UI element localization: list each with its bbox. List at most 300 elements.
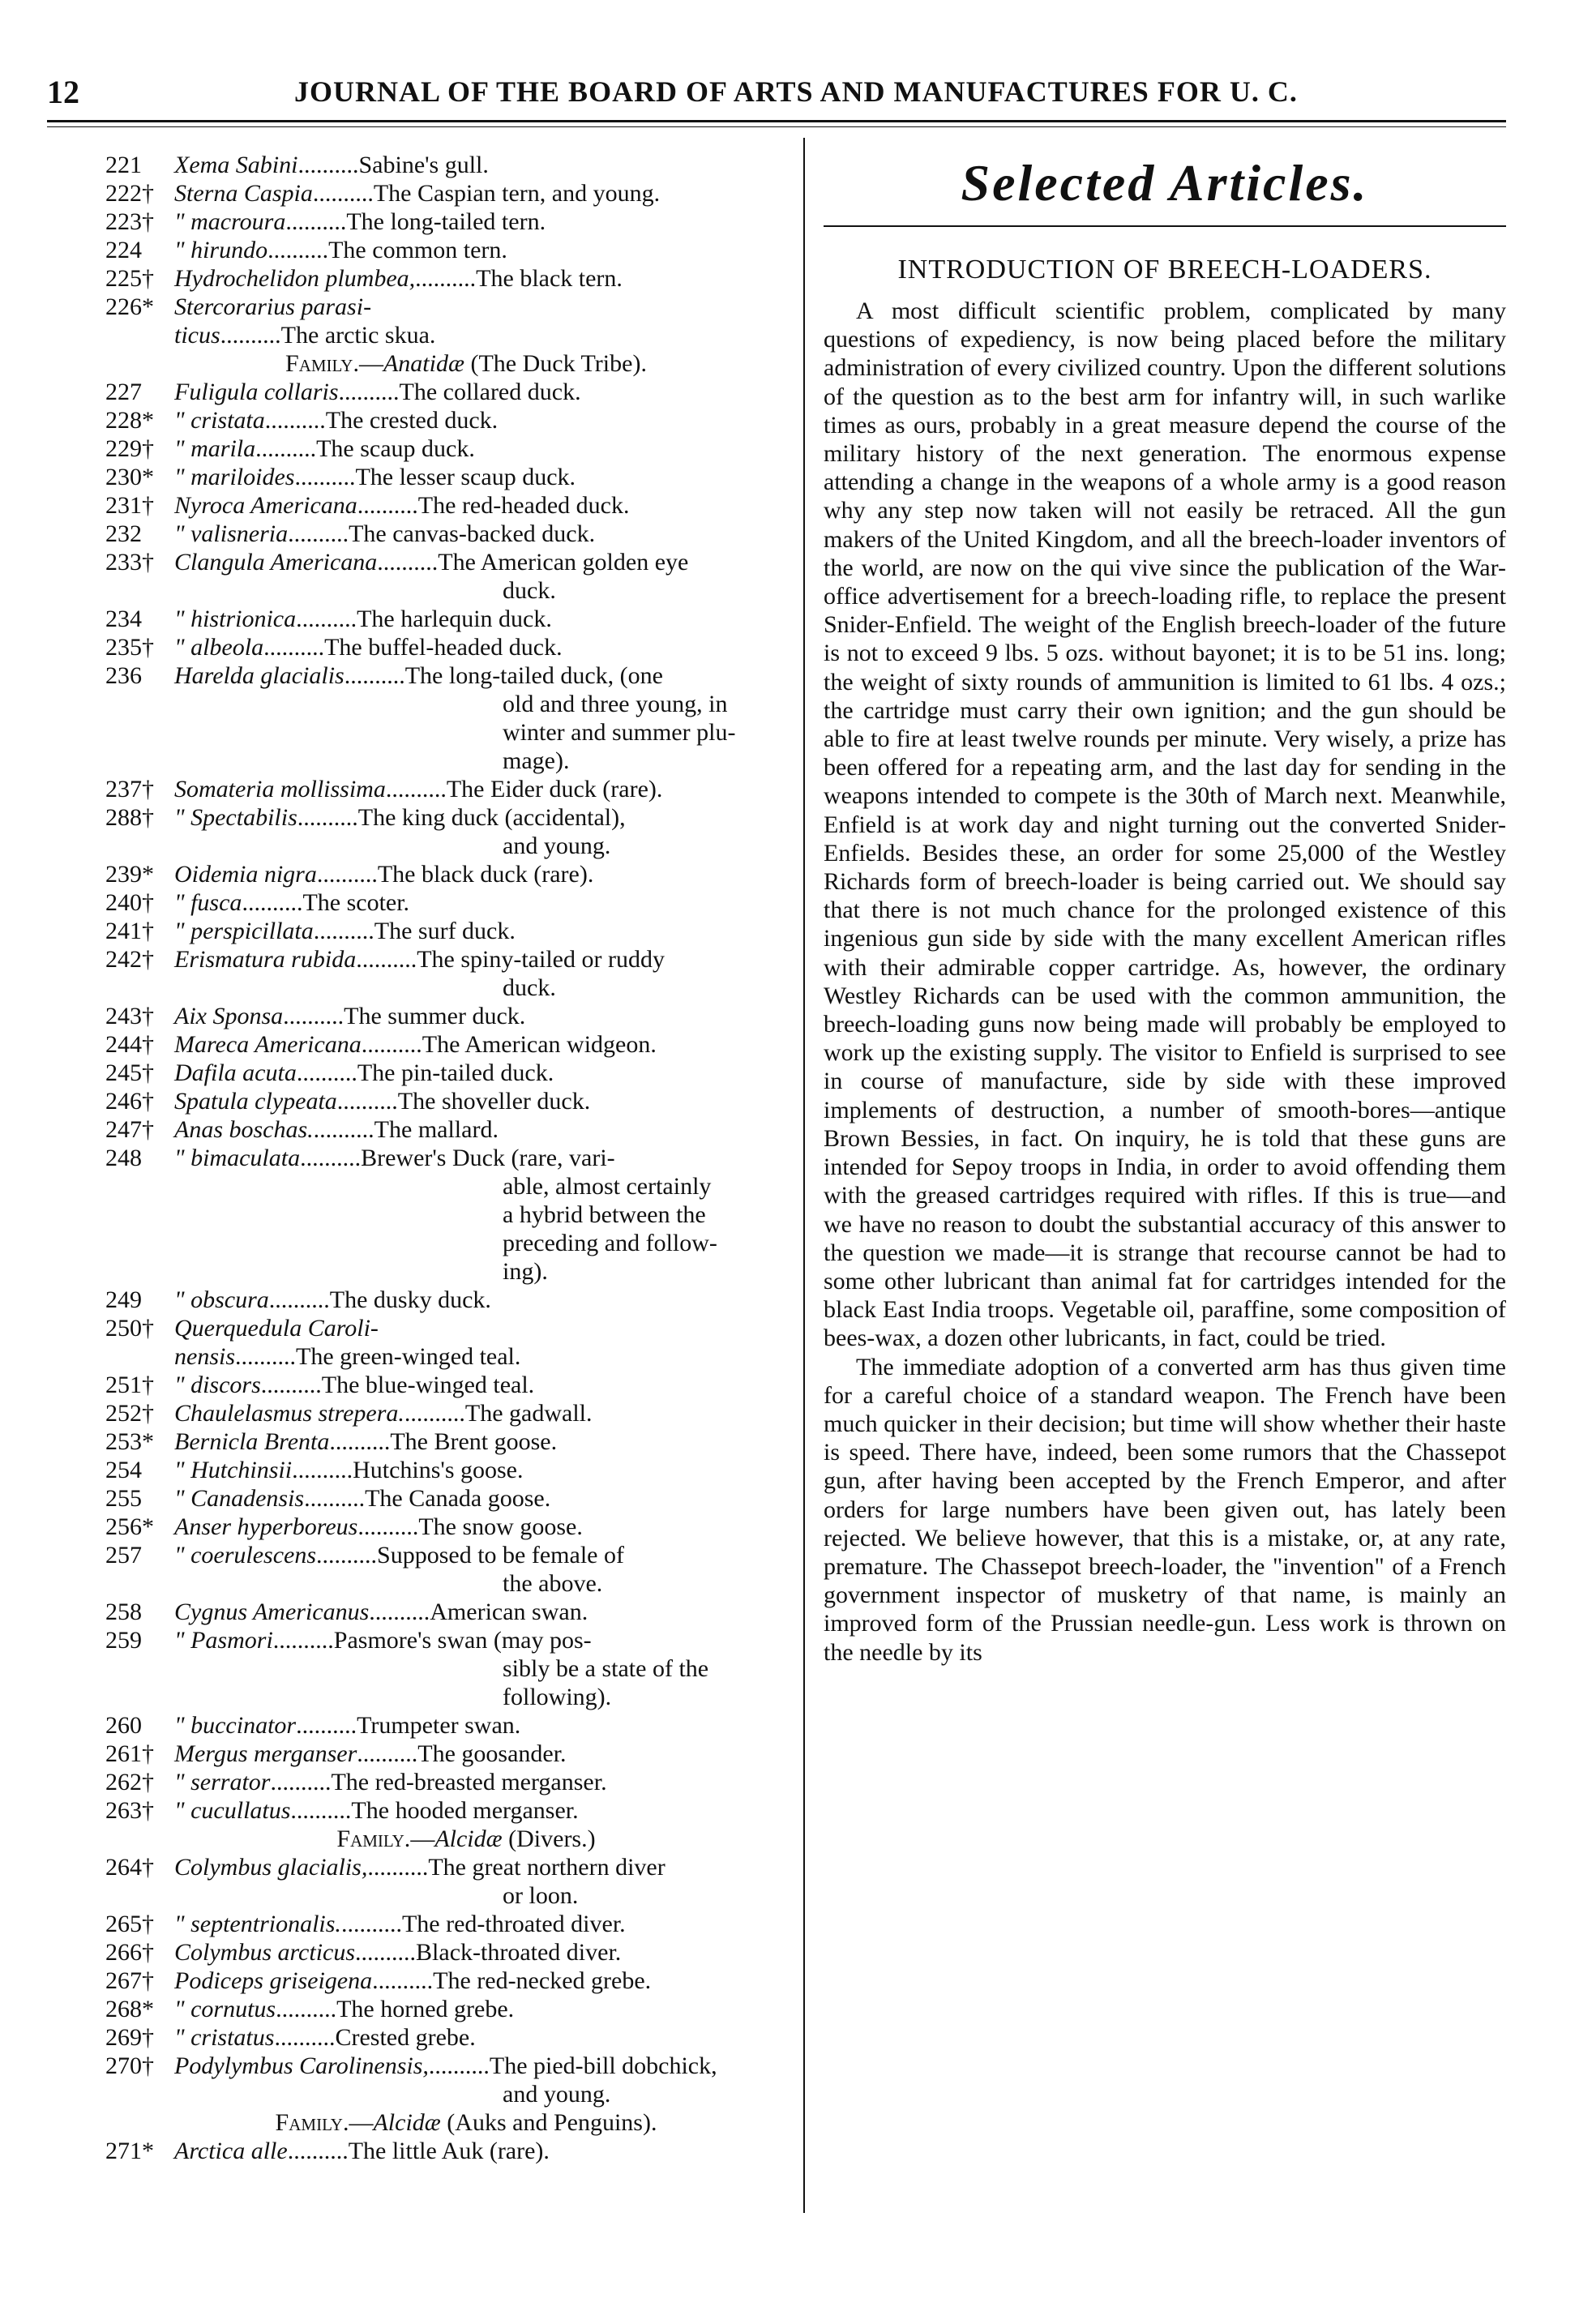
- leader-dots: ..........: [283, 1003, 345, 1029]
- scientific-name: " histrionica: [174, 606, 297, 632]
- leader-dots: ..........: [404, 1400, 465, 1427]
- scientific-name: Colymbus arcticus: [174, 1939, 356, 1966]
- common-name: The pied-bill dobchick,: [489, 2052, 717, 2079]
- entry-number: 266†: [105, 1939, 154, 1966]
- species-entry: [105, 860, 794, 888]
- scientific-name: " cristatus: [174, 2024, 275, 2051]
- species-entry: [105, 1598, 794, 1626]
- header-rule-thin: [47, 126, 1506, 127]
- leader-dots: ..........: [288, 520, 349, 547]
- common-name: The green-winged teal.: [296, 1343, 521, 1370]
- entry-number: 271*: [105, 2138, 154, 2164]
- species-entry: [105, 803, 794, 832]
- entry-continuation: sibly be a state of the: [503, 1655, 709, 1682]
- species-entry: [105, 1371, 794, 1399]
- entry-continuation: able, almost certainly: [503, 1173, 712, 1200]
- scientific-name: Podiceps griseigena: [174, 1967, 373, 1994]
- common-name: The black duck (rare).: [377, 861, 594, 888]
- leader-dots: ..........: [415, 265, 477, 292]
- species-entry: [105, 1910, 794, 1938]
- species-entry: [105, 1115, 794, 1144]
- entry-number: 257: [105, 1542, 142, 1569]
- leader-dots: ..........: [377, 549, 439, 576]
- family-heading: [105, 2108, 811, 2137]
- species-entry: [105, 151, 794, 179]
- scientific-name: " coerulescens: [174, 1542, 317, 1569]
- scientific-name: " Canadensis: [174, 1485, 305, 1512]
- leader-dots: ..........: [220, 322, 281, 349]
- leader-dots: ..........: [313, 1116, 374, 1143]
- family-dash: —: [410, 1825, 435, 1852]
- entry-number: 247†: [105, 1116, 154, 1143]
- species-entry: [105, 1144, 794, 1172]
- article-body: [824, 297, 1506, 1667]
- entry-number: 265†: [105, 1911, 154, 1937]
- common-name: The snow goose.: [418, 1513, 583, 1540]
- family-heading: [105, 349, 811, 378]
- common-name: Sabine's gull.: [358, 152, 489, 178]
- entry-number: 261†: [105, 1740, 154, 1767]
- scientific-name: Somateria mollissima: [174, 776, 386, 802]
- leader-dots: ..........: [242, 889, 303, 916]
- common-name: The Caspian tern, and young.: [373, 180, 661, 207]
- section-heading: Selected Articles.: [961, 154, 1369, 212]
- entry-number: 251†: [105, 1372, 154, 1398]
- common-name: The American widgeon.: [422, 1031, 657, 1058]
- article-title: INTRODUCTION OF BREECH-LOADERS.: [897, 255, 1432, 285]
- scientific-name: " marila: [174, 435, 256, 462]
- entry-continuation: old and three young, in: [503, 691, 728, 717]
- entry-number: [105, 321, 174, 349]
- species-entry: [105, 2052, 794, 2080]
- species-entry: [105, 434, 794, 463]
- species-entry: [105, 1768, 794, 1796]
- species-entry: [105, 1087, 794, 1115]
- entry-number: 225†: [105, 265, 154, 292]
- scientific-name: " fusca: [174, 889, 242, 916]
- common-name: The blue-winged teal.: [321, 1372, 535, 1398]
- scientific-name: " macroura: [174, 208, 286, 235]
- family-heading: [105, 1825, 811, 1853]
- common-name: The American golden eye: [438, 549, 689, 576]
- leader-dots: ..........: [313, 918, 374, 944]
- species-entry: [105, 1995, 794, 2023]
- species-entry: [105, 1626, 794, 1654]
- entry-number: 288†: [105, 804, 154, 831]
- entry-number: 244†: [105, 1031, 154, 1058]
- species-entry: [105, 1399, 794, 1427]
- species-entry: [105, 633, 794, 661]
- scientific-name: Oidemia nigra: [174, 861, 317, 888]
- entry-number: 258: [105, 1599, 142, 1625]
- leader-dots: ..........: [367, 1854, 429, 1881]
- scientific-name: " bimaculata: [174, 1145, 301, 1171]
- entry-number: 230*: [105, 464, 154, 490]
- scientific-name: Anas boschas.: [174, 1116, 314, 1143]
- species-entry: [105, 1059, 794, 1087]
- entry-number: 235†: [105, 634, 154, 661]
- entry-continuation: a hybrid between the: [503, 1201, 706, 1228]
- family-dash: —: [358, 350, 383, 377]
- common-name: The red-necked grebe.: [433, 1967, 652, 1994]
- entry-number: 232: [105, 520, 142, 547]
- species-entry: [105, 1314, 794, 1342]
- scientific-name: " buccinator: [174, 1712, 297, 1739]
- species-entry: [105, 2137, 794, 2165]
- common-name: The Canada goose.: [365, 1485, 551, 1512]
- leader-dots: ..........: [297, 804, 358, 831]
- species-entry: [105, 1541, 794, 1569]
- leader-dots: ..........: [355, 1939, 417, 1966]
- family-label: Family.: [285, 350, 359, 377]
- species-entry: [105, 548, 794, 576]
- common-name: The harlequin duck.: [357, 606, 552, 632]
- family-description: (Divers.): [508, 1825, 596, 1852]
- scientific-name: nensis: [174, 1343, 235, 1370]
- common-name: The long-tailed duck, (one: [404, 662, 663, 689]
- scientific-name: Dafila acuta: [174, 1059, 297, 1086]
- entry-number: 234: [105, 606, 142, 632]
- entry-continuation: preceding and follow-: [503, 1230, 717, 1256]
- common-name: Brewer's Duck (rare, vari-: [361, 1145, 615, 1171]
- leader-dots: ..........: [357, 1513, 419, 1540]
- entry-number: 243†: [105, 1003, 154, 1029]
- species-entry: [105, 520, 794, 548]
- scientific-name: Querquedula Caroli-: [174, 1315, 379, 1342]
- leader-dots: ..........: [338, 379, 400, 405]
- entry-continuation: or loon.: [503, 1882, 579, 1909]
- leader-dots: ..........: [255, 435, 317, 462]
- scientific-name: Mergus merganser: [174, 1740, 357, 1767]
- common-name: The pin-tailed duck.: [357, 1059, 554, 1086]
- leader-dots: ..........: [316, 861, 378, 888]
- entry-continuation: following).: [503, 1684, 612, 1710]
- common-name: The shoveller duck.: [397, 1088, 591, 1115]
- leader-dots: ..........: [272, 1627, 334, 1654]
- scientific-name: Clangula Americana: [174, 549, 378, 576]
- entry-number: 246†: [105, 1088, 154, 1115]
- entry-number: 223†: [105, 208, 154, 235]
- family-label: Family.: [336, 1825, 411, 1852]
- common-name: The red-headed duck.: [417, 492, 630, 519]
- entry-continuation: mage).: [503, 747, 570, 774]
- entry-number: 250†: [105, 1315, 154, 1342]
- common-name: Black-throated diver.: [416, 1939, 622, 1966]
- leader-dots: ..........: [296, 1059, 357, 1086]
- scientific-name: " perspicillata: [174, 918, 314, 944]
- leader-dots: ..........: [270, 1769, 332, 1795]
- leader-dots: ..........: [385, 776, 447, 802]
- entry-number: 231†: [105, 492, 154, 519]
- entry-continuation: duck.: [503, 577, 556, 604]
- scientific-name: " hirundo: [174, 237, 268, 263]
- running-title: JOURNAL OF THE BOARD OF ARTS AND MANUFACTURES FOR U. C.: [294, 75, 1298, 108]
- entry-continuation: ing).: [503, 1258, 548, 1285]
- entry-continuation: duck.: [503, 974, 556, 1001]
- leader-dots: ..........: [357, 492, 418, 519]
- scientific-name: " mariloides: [174, 464, 295, 490]
- species-entry: [105, 378, 794, 406]
- column-divider: [803, 138, 805, 2213]
- scientific-name: " discors: [174, 1372, 261, 1398]
- entry-number: 239*: [105, 861, 154, 888]
- entry-continuation: winter and summer plu-: [503, 719, 736, 746]
- common-name: The crested duck.: [325, 407, 499, 434]
- entry-number: 268*: [105, 1996, 154, 2022]
- species-entry: [105, 1456, 794, 1484]
- entry-number: 270†: [105, 2052, 154, 2079]
- entry-number: 262†: [105, 1769, 154, 1795]
- common-name: The spiny-tailed or ruddy: [417, 946, 665, 973]
- leader-dots: ..........: [340, 1911, 402, 1937]
- common-name: Crested grebe.: [335, 2024, 476, 2051]
- scientific-name: " obscura: [174, 1286, 269, 1313]
- family-taxon: Alcidæ: [373, 2109, 441, 2136]
- species-entry: [105, 463, 794, 491]
- scientific-name: Spatula clypeata: [174, 1088, 337, 1115]
- entry-continuation: the above.: [503, 1570, 603, 1597]
- species-entry: [105, 888, 794, 917]
- leader-dots: ..........: [292, 1457, 353, 1483]
- scientific-name: " albeola: [174, 634, 264, 661]
- species-entry: [105, 1513, 794, 1541]
- species-entry: [105, 775, 794, 803]
- leader-dots: ..........: [297, 152, 359, 178]
- common-name: The arctic skua.: [280, 322, 436, 349]
- entry-number: 233†: [105, 549, 154, 576]
- common-name: The dusky duck.: [329, 1286, 491, 1313]
- species-entry: [105, 1427, 794, 1456]
- family-taxon: Anatidæ: [383, 350, 464, 377]
- leader-dots: ..........: [294, 464, 356, 490]
- species-entry: [105, 293, 794, 321]
- article-paragraph: A most difficult scientific problem, complicated by many questions of expediency, is now being placed before the military administration of every civilized country. Upon the different solutions of the question as to the best arm for infantry will, in such warlike times as ours, probably in a great measure depend the course of the military history of the next generation. The enormous expense attending a change in the weapons of a whole army is a good reason why any step now taken will not easily be retraced. All the gun makers of the United Kingdom, and all the breech-loader inventors of the world, are now on the qui vive since the publication of the War-office advertisement for a breech-loading rifle, to replace the present Snider-Enfield. The weight of the English breech-loader of the future is not to exceed 9 lbs. 5 ozs. without bayonet; it is to be 51 ins. long; the weight of sixty rounds of ammunition is limited to 61 lbs. 4 ozs.; the cartridge must carry their own ignition; and the gun should be able to fire at least twelve rounds per minute. Very wisely, a prize has been offered for a repeating arm, and the last day for sending in the weapons intended to compete is the 30th of March next. Meanwhile, Enfield is at work day and night turning out the converted Snider-Enfields. Besides these, an order for some 25,000 of the Westley Richards form of breech-loader is being carried out. We should say that there is not much chance for the prolonged existence of this ingenious gun side by side with the many excellent American rifles with their admirable copper cartridge. As, however, the ordinary Westley Richards can be used with the common ammunition, the breech-loading guns now being made will probably be employed to work up the existing supply. The visitor to Enfield is surprised to see in course of manufacture, side by side with these improved implements of destruction, a number of smooth-bores—antique Brown Bessies, in fact. On inquiry, he is told that these guns are intended for Sepoy troops in India, in order to avoid offending them with the greased cartridges required with rifles. If this is true—and we have no reason to doubt the substantial accuracy of this answer to the question we made—it is strange that recourse cannot be had to some other lubricant than animal fat for cartridges intended for the black East India troops. Vegetable oil, paraffine, some composition of bees-wax, a dozen other lubricants, in fact, could be tried.: [824, 297, 1506, 1352]
- family-description: (The Duck Tribe).: [470, 350, 647, 377]
- species-entry: [105, 236, 794, 264]
- scientific-name: Harelda glacialis: [174, 662, 345, 689]
- common-name: The collared duck.: [399, 379, 581, 405]
- species-entry: [105, 406, 794, 434]
- common-name: Supposed to be female of: [377, 1542, 624, 1569]
- entry-number: 264†: [105, 1854, 154, 1881]
- article-column: [824, 151, 1506, 1667]
- leader-dots: ..........: [263, 634, 325, 661]
- species-entry: [105, 605, 794, 633]
- common-name: The great northern diver: [428, 1854, 665, 1881]
- species-entry: [105, 264, 794, 293]
- entry-continuation: and young.: [503, 2081, 611, 2108]
- entry-number: 249: [105, 1286, 142, 1313]
- common-name: The scaup duck.: [316, 435, 475, 462]
- leader-dots: ..........: [290, 1797, 352, 1824]
- species-entry: [105, 321, 794, 349]
- article-paragraph: The immediate adoption of a converted arm has thus given time for a careful choice of a standard weapon. The French have been much quicker in their decision; but time will show whether their haste is speed. There have, indeed, been some rumors that the Chassepot gun, after having been accepted by the French Emperor, and after orders for large numbers have been given out, has lately been rejected. We believe however, that this is a mistake, or, at any rate, premature. The Chassepot breech-loader, the "invention" of a French government inspector of musketry of that name, is mainly an improved form of the Prussian needle-gun. Less work is thrown on the needle by its: [824, 1353, 1506, 1666]
- scientific-name: " serrator: [174, 1769, 271, 1795]
- species-entry: [105, 208, 794, 236]
- entry-number: 269†: [105, 2024, 154, 2051]
- common-name: The scoter.: [302, 889, 410, 916]
- species-entry: [105, 1853, 794, 1881]
- common-name: The summer duck.: [344, 1003, 526, 1029]
- leader-dots: ..........: [356, 946, 417, 973]
- common-name: The black tern.: [476, 265, 623, 292]
- leader-dots: ..........: [296, 1712, 357, 1739]
- scientific-name: Podylymbus Carolinensis,: [174, 2052, 429, 2079]
- common-name: The common tern.: [328, 237, 507, 263]
- entry-number: 253*: [105, 1428, 154, 1455]
- species-list: [105, 151, 794, 2165]
- family-label: Family.: [275, 2109, 349, 2136]
- entry-number: 222†: [105, 180, 154, 207]
- species-entry: [105, 661, 794, 690]
- leader-dots: ..........: [372, 1967, 434, 1994]
- species-entry: [105, 945, 794, 974]
- leader-dots: ..........: [316, 1542, 378, 1569]
- leader-dots: ..........: [260, 1372, 322, 1398]
- common-name: The king duck (accidental),: [357, 804, 626, 831]
- entry-number: 236: [105, 662, 142, 689]
- species-entry: [105, 1938, 794, 1967]
- entry-number: 240†: [105, 889, 154, 916]
- species-entry: [105, 1342, 794, 1371]
- scientific-name: Xema Sabini: [174, 152, 298, 178]
- leader-dots: ..........: [329, 1428, 391, 1455]
- leader-dots: ..........: [267, 237, 329, 263]
- entry-number: 241†: [105, 918, 154, 944]
- species-entry: [105, 2023, 794, 2052]
- entry-number: 248: [105, 1145, 142, 1171]
- entry-number: 260: [105, 1712, 142, 1739]
- leader-dots: ..........: [369, 1599, 430, 1625]
- species-entry: [105, 1967, 794, 1995]
- entry-number: 256*: [105, 1513, 154, 1540]
- family-dash: —: [349, 2109, 374, 2136]
- scientific-name: Anser hyperboreus: [174, 1513, 358, 1540]
- entry-number: 259: [105, 1627, 142, 1654]
- common-name: The buffel-headed duck.: [324, 634, 563, 661]
- leader-dots: ..........: [300, 1145, 362, 1171]
- scientific-name: " cristata: [174, 407, 265, 434]
- species-entry: [105, 1484, 794, 1513]
- leader-dots: ..........: [268, 1286, 330, 1313]
- entry-number: 226*: [105, 293, 154, 320]
- species-entry: [105, 1740, 794, 1768]
- common-name: The surf duck.: [374, 918, 516, 944]
- leader-dots: ..........: [344, 662, 405, 689]
- common-name: The little Auk (rare).: [348, 2138, 550, 2164]
- leader-dots: ..........: [304, 1485, 366, 1512]
- species-entry: [105, 1711, 794, 1740]
- scientific-name: " Spectabilis: [174, 804, 297, 831]
- scientific-name: Hydrochelidon plumbea,: [174, 265, 416, 292]
- scientific-name: " valisneria: [174, 520, 289, 547]
- scientific-name: ticus: [174, 322, 220, 349]
- entry-number: 254: [105, 1457, 142, 1483]
- leader-dots: ..........: [428, 2052, 490, 2079]
- species-entry: [105, 1002, 794, 1030]
- common-name: Pasmore's swan (may pos-: [333, 1627, 592, 1654]
- scientific-name: " Pasmori: [174, 1627, 273, 1654]
- common-name: Hutchins's goose.: [353, 1457, 524, 1483]
- scientific-name: " cucullatus: [174, 1797, 291, 1824]
- common-name: The Eider duck (rare).: [446, 776, 663, 802]
- scientific-name: " septentrionalis.: [174, 1911, 341, 1937]
- scientific-name: Fuligula collaris: [174, 379, 339, 405]
- common-name: The red-throated diver.: [401, 1911, 626, 1937]
- common-name: The goosander.: [417, 1740, 567, 1767]
- entry-number: 252†: [105, 1400, 154, 1427]
- species-entry: [105, 179, 794, 208]
- scientific-name: Arctica alle: [174, 2138, 288, 2164]
- species-entry: [105, 1030, 794, 1059]
- scientific-name: Bernicla Brenta: [174, 1428, 330, 1455]
- page-header: [47, 66, 1506, 115]
- scientific-name: " cornutus: [174, 1996, 276, 2022]
- scientific-name: Nyroca Americana: [174, 492, 357, 519]
- scientific-name: Aix Sponsa: [174, 1003, 284, 1029]
- leader-dots: ..........: [336, 1088, 398, 1115]
- common-name: The long-tailed tern.: [346, 208, 546, 235]
- common-name: The lesser scaup duck.: [355, 464, 576, 490]
- scientific-name: Cygnus Americanus: [174, 1599, 370, 1625]
- species-entry: [105, 1796, 794, 1825]
- entry-number: 227: [105, 379, 142, 405]
- leader-dots: ..........: [357, 1740, 418, 1767]
- entry-number: 224: [105, 237, 142, 263]
- entry-number: 263†: [105, 1797, 154, 1824]
- leader-dots: ..........: [235, 1343, 296, 1370]
- entry-number: 221: [105, 152, 142, 178]
- header-rule: [47, 120, 1506, 122]
- page-number: 12: [47, 74, 79, 110]
- entry-number: 267†: [105, 1967, 154, 1994]
- scientific-name: Stercorarius parasi-: [174, 293, 372, 320]
- leader-dots: ..........: [361, 1031, 422, 1058]
- leader-dots: ..........: [296, 606, 357, 632]
- common-name: The gadwall.: [464, 1400, 593, 1427]
- species-entry: [105, 491, 794, 520]
- scientific-name: Sterna Caspia: [174, 180, 313, 207]
- common-name: Trumpeter swan.: [357, 1712, 521, 1739]
- leader-dots: ..........: [274, 2024, 336, 2051]
- leader-dots: ..........: [312, 180, 374, 207]
- scientific-name: Mareca Americana: [174, 1031, 362, 1058]
- scientific-name: Erismatura rubida: [174, 946, 357, 973]
- species-entry: [105, 1286, 794, 1314]
- common-name: The mallard.: [374, 1116, 499, 1143]
- scientific-name: Colymbus glacialis,: [174, 1854, 368, 1881]
- entry-number: 255: [105, 1485, 142, 1512]
- family-description: (Auks and Penguins).: [447, 2109, 657, 2136]
- leader-dots: ..........: [276, 1996, 337, 2022]
- entry-number: 237†: [105, 776, 154, 802]
- common-name: The Brent goose.: [390, 1428, 558, 1455]
- scientific-name: Chaulelasmus strepera.: [174, 1400, 404, 1427]
- species-entry: [105, 917, 794, 945]
- entry-number: [105, 1342, 174, 1371]
- common-name: The red-breasted merganser.: [331, 1769, 607, 1795]
- entry-continuation: and young.: [503, 832, 611, 859]
- scientific-name: " Hutchinsii: [174, 1457, 293, 1483]
- leader-dots: ..........: [285, 208, 347, 235]
- common-name: The horned grebe.: [336, 1996, 515, 2022]
- leader-dots: ..........: [264, 407, 326, 434]
- entry-number: 245†: [105, 1059, 154, 1086]
- entry-number: 242†: [105, 946, 154, 973]
- common-name: American swan.: [430, 1599, 588, 1625]
- entry-number: 229†: [105, 435, 154, 462]
- leader-dots: ..........: [287, 2138, 349, 2164]
